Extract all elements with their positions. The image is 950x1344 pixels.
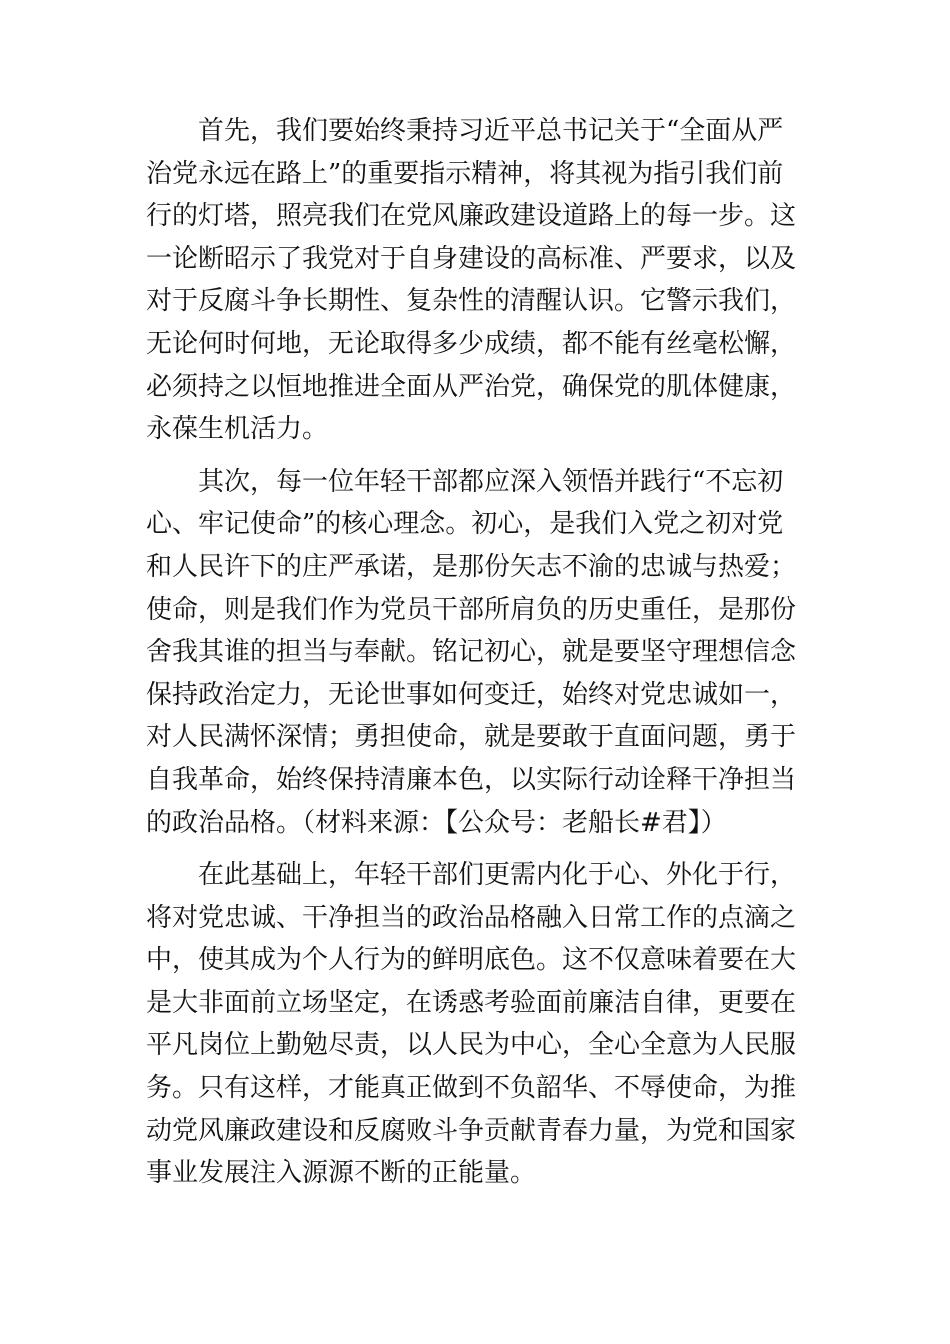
text-line: 将对党忠诚、干净担当的政治品格融入日常工作的点滴之: [146, 902, 797, 933]
text-line: 对于反腐斗争长期性、复杂性的清醒认识。它警示我们，: [146, 286, 797, 317]
document-page: [146, 110, 808, 1195]
text-line: 必须持之以恒地推进全面从严治党，确保党的肌体健康，: [146, 371, 797, 402]
text-line: 是大非面前立场坚定，在诱惑考验面前廉洁自律，更要在: [146, 987, 797, 1018]
text-line: 保持政治定力，无论世事如何变迁，始终对党忠诚如一，: [146, 679, 797, 710]
text-line: 其次，每一位年轻干部都应深入领悟并践行“不忘初: [198, 466, 784, 497]
text-line: 无论何时何地，无论取得多少成绩，都不能有丝毫松懈，: [146, 328, 797, 359]
text-line: 对人民满怀深情；勇担使命，就是要敢于直面问题，勇于: [146, 722, 797, 753]
text-line: 平凡岗位上勤勉尽责，以人民为中心，全心全意为人民服: [146, 1030, 797, 1061]
text-line: 自我革命，始终保持清廉本色，以实际行动诠释干净担当: [146, 764, 797, 795]
text-line: 舍我其谁的担当与奉献。铭记初心，就是要坚守理想信念: [146, 637, 797, 668]
text-line: 永葆生机活力。: [146, 414, 329, 445]
text-line: 心、牢记使命”的核心理念。初心，是我们入党之初对党: [146, 509, 784, 540]
paragraph-1: [146, 110, 808, 451]
paragraph-3: [146, 854, 808, 1195]
text-line: 在此基础上，年轻干部们更需内化于心、外化于行，: [198, 860, 797, 891]
text-line: 首先，我们要始终秉持习近平总书记关于“全面从严: [198, 116, 784, 146]
text-line: 中，使其成为个人行为的鲜明底色。这不仅意味着要在大: [146, 945, 797, 976]
text-line: 行的灯塔，照亮我们在党风廉政建设道路上的每一步。这: [146, 201, 797, 232]
text-line: 务。只有这样，才能真正做到不负韶华、不辱使命，为推: [146, 1073, 797, 1104]
text-line: 事业发展注入源源不断的正能量。: [146, 1158, 537, 1189]
text-line: 治党永远在路上”的重要指示精神，将其视为指引我们前: [146, 158, 784, 189]
text-line: 和人民许下的庄严承诺，是那份矢志不渝的忠诚与热爱；: [146, 551, 797, 582]
text-line: 一论断昭示了我党对于自身建设的高标准、严要求，以及: [146, 243, 797, 274]
text-line: 动党风廉政建设和反腐败斗争贡献青春力量，为党和国家: [146, 1115, 797, 1146]
source-citation-line: 的政治品格。（材料来源：【公众号：老船长#君】）: [146, 807, 727, 838]
text-line: 使命，则是我们作为党员干部所肩负的历史重任，是那份: [146, 594, 797, 625]
paragraph-2: [146, 461, 808, 844]
